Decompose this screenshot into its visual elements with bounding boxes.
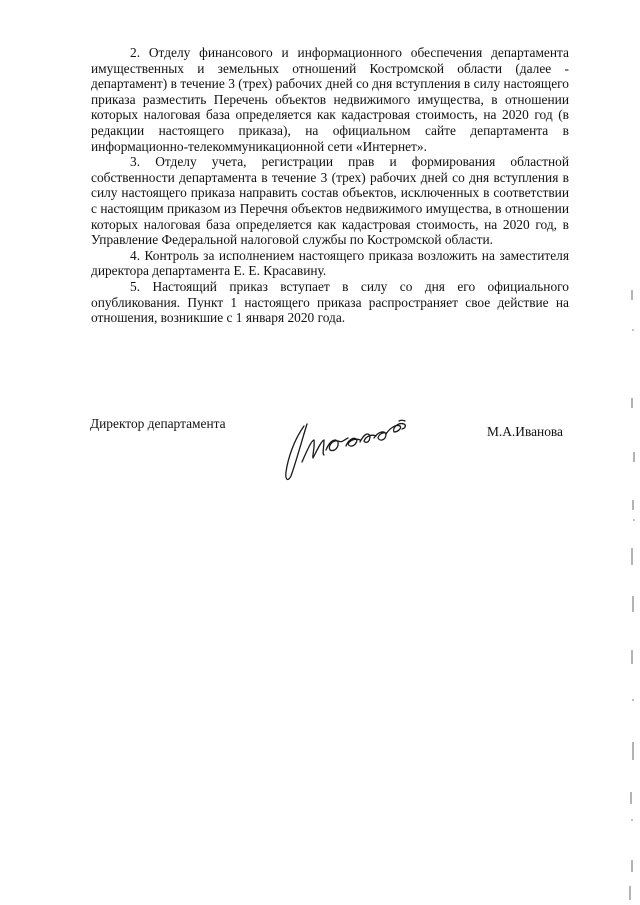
- paragraph-2: 2. Отделу финансового и информационного обеспечения департамента имущественных и земельных отношений Костромской области (далее - департамент) в течение 3 (трех) рабочих дней со дня вступления в силу настоящего приказа разместить Перечень объектов недвижимого имущества, в отношении которых налоговая база определяется как кадастровая стоимость, на 2020 год (в редакции настоящего приказа), на официальном сайте департамента в информационно-телекоммуникационной сети «Интернет».: [91, 45, 569, 154]
- handwritten-signature: [282, 410, 417, 490]
- paragraph-5: 5. Настоящий приказ вступает в силу со дня его официального опубликования. Пункт 1 настоящего приказа распространяет свое действие на отношения, возникшие с 1 января 2020 года.: [91, 278, 569, 326]
- paragraph-4: 4. Контроль за исполнением настоящего приказа возложить на заместителя директора департамента Е. Е. Красавину.: [91, 247, 569, 279]
- signer-title: Директор департамента: [90, 416, 226, 431]
- paragraph-3: 3. Отделу учета, регистрации прав и формирования областной собственности департамента в течение 3 (трех) рабочих дней со дня вступления в силу настоящего приказа направить состав объектов, исключенных в соответствии с настоящим приказом из Перечня объектов недвижимого имущества, в отношении которых налоговая база определяется как кадастровая стоимость, на 2020 год, в Управление Федеральной налоговой службы по Костромской области.: [91, 154, 569, 248]
- signer-name: М.А.Иванова: [487, 424, 563, 439]
